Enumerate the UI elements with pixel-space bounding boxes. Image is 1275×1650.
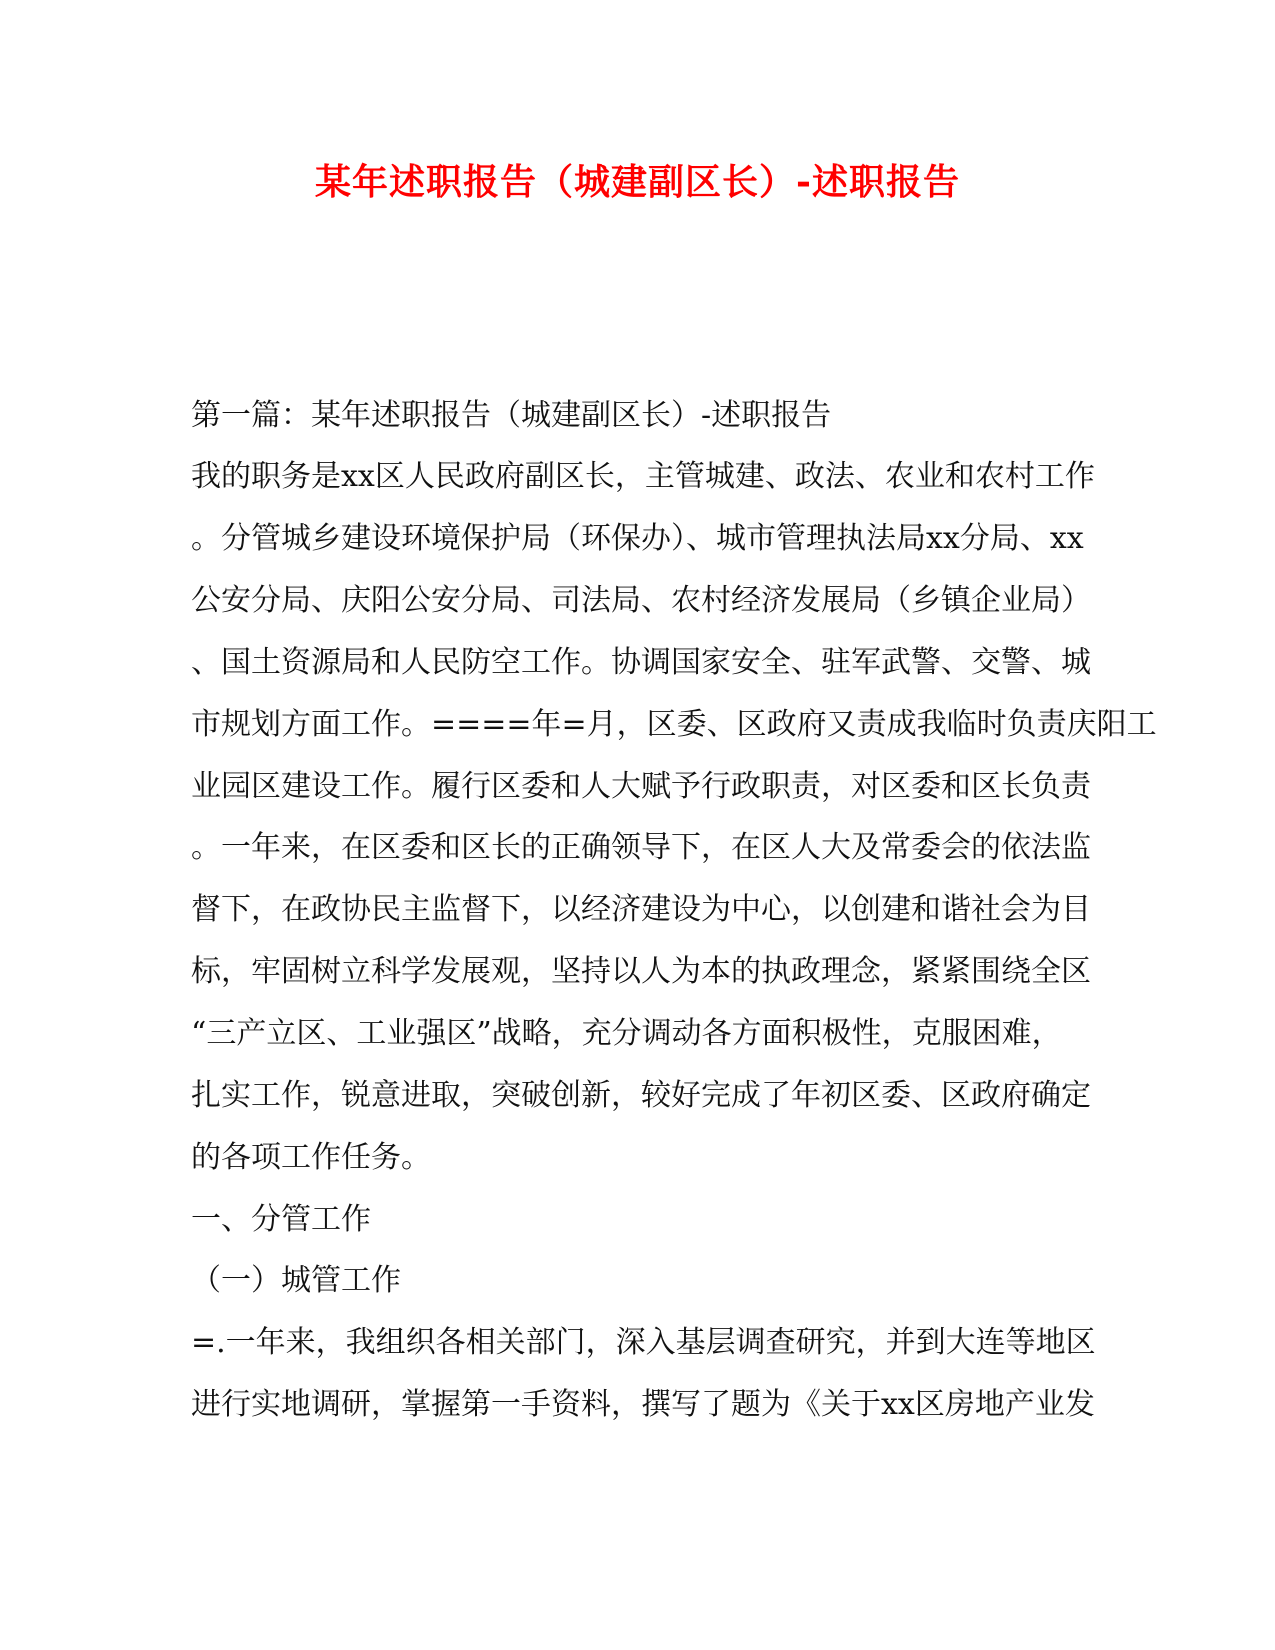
paragraph-line: =.一年来，我组织各相关部门，深入基层调查研究，并到大连等地区	[191, 1325, 1096, 1360]
paragraph-line: 业园区建设工作。履行区委和人大赋予行政职责，对区委和区长负责	[191, 769, 1091, 804]
paragraph-line: 标，牢固树立科学发展观，坚持以人为本的执政理念，紧紧围绕全区	[191, 954, 1091, 989]
paragraph-line: 、国土资源局和人民防空工作。协调国家安全、驻军武警、交警、城	[191, 645, 1091, 680]
heading-first-article: 第一篇：某年述职报告（城建副区长）-述职报告	[191, 398, 832, 433]
document-title: 某年述职报告（城建副区长）-述职报告	[315, 161, 960, 203]
paragraph-line: 。一年来，在区委和区长的正确领导下，在区人大及常委会的依法监	[191, 830, 1091, 865]
paragraph-line: 我的职务是xx区人民政府副区长，主管城建、政法、农业和农村工作	[191, 459, 1095, 494]
subsection-heading: （一）城管工作	[191, 1263, 401, 1298]
paragraph-line: 扎实工作，锐意进取，突破创新，较好完成了年初区委、区政府确定	[191, 1078, 1091, 1113]
paragraph-line: 。分管城乡建设环境保护局（环保办）、城市管理执法局xx分局、xx	[191, 521, 1084, 556]
section-heading: 一、分管工作	[191, 1202, 371, 1237]
paragraph-line: 市规划方面工作。====年=月，区委、区政府又责成我临时负责庆阳工	[191, 707, 1157, 742]
paragraph-line: 公安分局、庆阳公安分局、司法局、农村经济发展局（乡镇企业局）	[191, 583, 1091, 618]
paragraph-line: 的各项工作任务。	[191, 1140, 431, 1175]
paragraph-line: 进行实地调研，掌握第一手资料，撰写了题为《关于xx区房地产业发	[191, 1387, 1095, 1422]
paragraph-line: 督下，在政协民主监督下，以经济建设为中心，以创建和谐社会为目	[191, 892, 1091, 927]
paragraph-line: “三产立区、工业强区”战略，充分调动各方面积极性，克服困难，	[191, 1016, 1062, 1051]
